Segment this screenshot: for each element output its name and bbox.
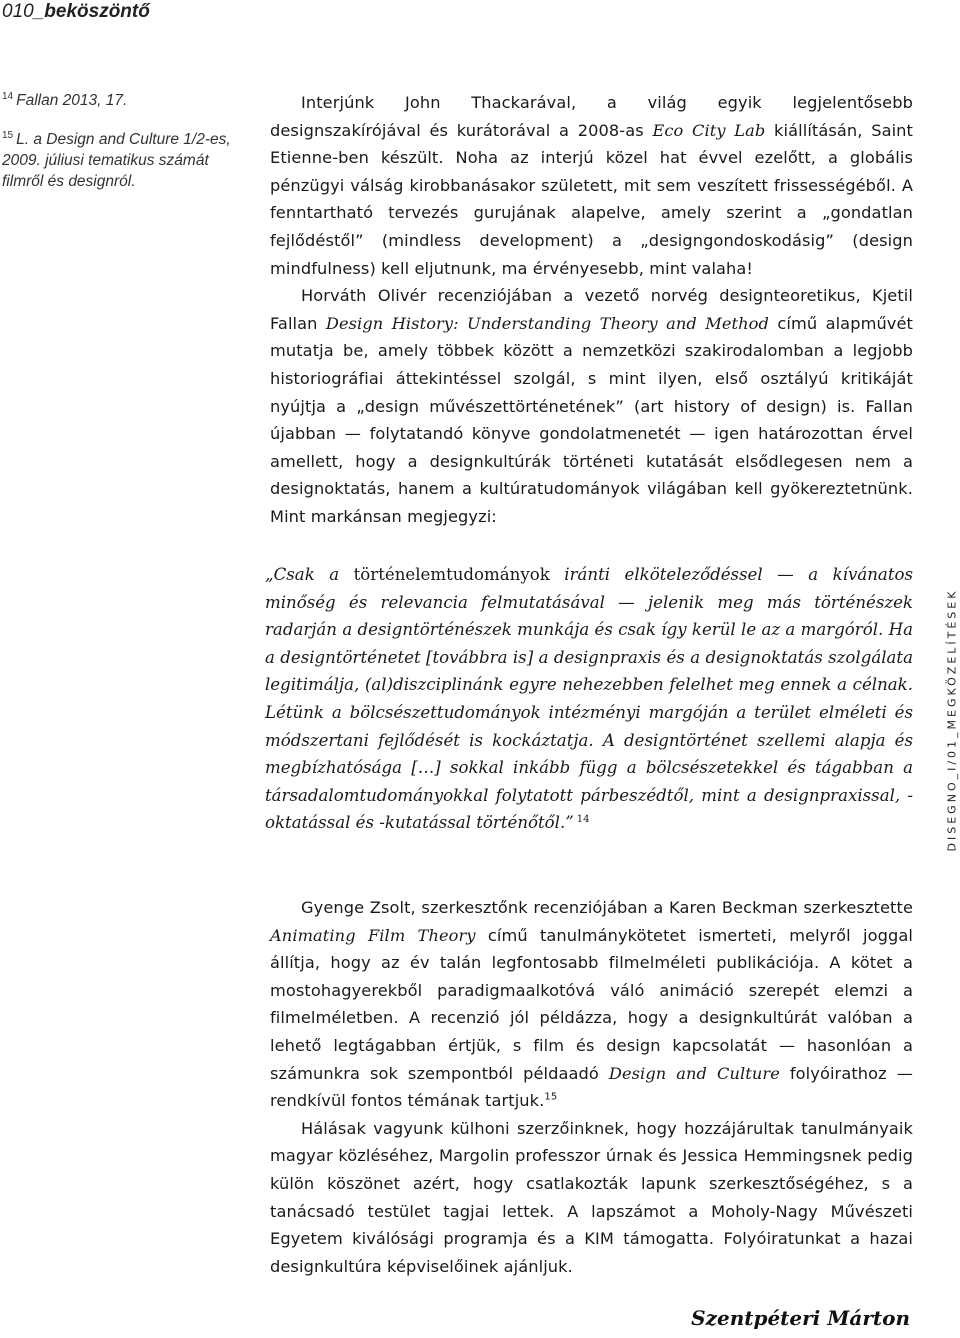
footnote xyxy=(2,90,242,111)
paragraph-text: Horváth Olivér recenziójában a vezető norvég designteoretikus, Kjetil Fallan xyxy=(270,286,913,333)
section-title: beköszöntő xyxy=(44,1,150,22)
intro-text xyxy=(270,89,913,531)
closing-text xyxy=(270,894,913,1280)
paragraph-text: Interjúnk John Thackarával, a világ egyik legjelentősebb designszakírójával és kurátorával a 2008-as xyxy=(270,93,913,140)
footnote-number: 14 xyxy=(2,90,14,102)
paragraph: Hálásak vagyunk külhoni szerzőinknek, hogy hozzájárultak tanulmányaik magyar közléséhez, Margolin professzor úrnak és Jessica Hemmingsnek pedig külön köszönet azért, hogy csatlakozták lapunk szerkesztőségéhez, s a tanácsadó testület tagjai lettek. A lapszámot a Moholy-Nagy Művészeti Egyetem kiválósági programja és a KIM támogatta. Folyóiratunkat a hazai designkultúra képviselőinek ajánljuk. xyxy=(270,1118,913,1276)
exhibition-title: Eco City Lab xyxy=(652,120,766,140)
footnote xyxy=(2,129,242,192)
footnote-text: Fallan 2013, 17. xyxy=(16,92,128,109)
paragraph-text: című alapművét mutatja be, amely többek között a nemzetközi szakirodalomban a legjobb historiográfiai áttekintéssel szolgál, s mint ilyen, első osztályú kritikáját nyújtja a „design művészettörténetének” (art history of design) is. Fallan újabban — folytatandó könyve gondolatmenetét — igen határozottan érvel amellett, hogy a designkultúrák történeti kutatását elsődlegesen nem a designoktatás, hanem a kultúratudományok világában kell gyökereztetnünk. Mint markánsan megjegyzi: xyxy=(270,313,913,526)
page-number: 010 xyxy=(2,1,34,22)
quote-text: „Csak a xyxy=(265,565,354,584)
paragraph-reference: 15 xyxy=(544,1091,558,1103)
quote-reference: 14 xyxy=(576,813,590,825)
paragraph xyxy=(270,89,913,282)
paragraph-text: folyóirathoz — rendkívül fontos témának tartjuk. xyxy=(270,1063,913,1111)
quote-text: iránti elköteleződéssel — a kívánatos minőség és relevancia felmutatásával — jelenik meg más történészek radarján a designtörténészek munkája és csak így kerül le az a margóról. Ha a designtörténetet [továbbra is] a designpraxis és a designoktatás szolgálata legitimálja, (al)diszciplinánk egyre nehezebben felelhet meg ennek a célnak. Létünk a bölcsészettudományok intézményi margóján a terület elméleti és módszertani fejlődését is kockáztatja. A designtörténet szellemi alapja és megbízhatósága […] sokkal inkább függ a bölcsészetekkel és tágabban a társadalomtudományokkal folytatott párbeszédtől, mint a designpraxissal, -oktatással és -kutatással történőtől.” xyxy=(265,565,913,833)
block-quote xyxy=(265,561,913,837)
paragraph xyxy=(270,282,913,530)
journal-title: Design and Culture xyxy=(608,1063,780,1083)
header-separator: _ xyxy=(33,1,45,22)
footnotes xyxy=(2,90,242,210)
paragraph-text: című tanulmánykötetet ismerteti, melyről joggal állítja, hogy az év talán legfontosabb filmelméleti publikációja. A kötet a mostohagyerekből paradigmaalkotóvá váló animáció szerepét elemzi a filmelméletben. A recenzió jól példázza, hogy a designkultúrát valóban a lehető legtágabban értjük, s film és design kapcsolatát — hasonlóan a számunkra sok szempontból példaadó xyxy=(270,925,914,1083)
side-label: DISEGNO_I/01_MEGKÖZELÍTÉSEK xyxy=(945,588,959,852)
paragraph-text: kiállításán, Saint Etienne-ben készült. Noha az interjú közel hat évvel ezelőtt, a globális pénzügyi válság kirobbanásakor született, mit sem veszített frissességéből. A fenntartható tervezés gurujának alapelve, amely szerint a „gondatlan fejlődéstől” (mindless development) a „designgondoskodásig” (design mindfulness) kell eljutnunk, ma érvényesebb, mint valaha! xyxy=(270,120,913,278)
quote-emphasis: történelemtudományok xyxy=(353,565,550,584)
book-title: Animating Film Theory xyxy=(270,925,476,945)
footnote-text: L. a Design and Culture 1/2-es, 2009. júliusi tematikus számát filmről és designról. xyxy=(2,131,231,190)
paragraph xyxy=(270,894,913,1115)
author-signature: Szentpéteri Márton xyxy=(691,1306,910,1330)
paragraph-text: Gyenge Zsolt, szerkesztőnk recenziójában a Karen Beckman szerkesztette xyxy=(301,898,913,917)
page-header xyxy=(2,0,150,24)
footnote-number: 15 xyxy=(2,129,14,141)
book-title: Design History: Understanding Theory and Method xyxy=(325,313,769,333)
